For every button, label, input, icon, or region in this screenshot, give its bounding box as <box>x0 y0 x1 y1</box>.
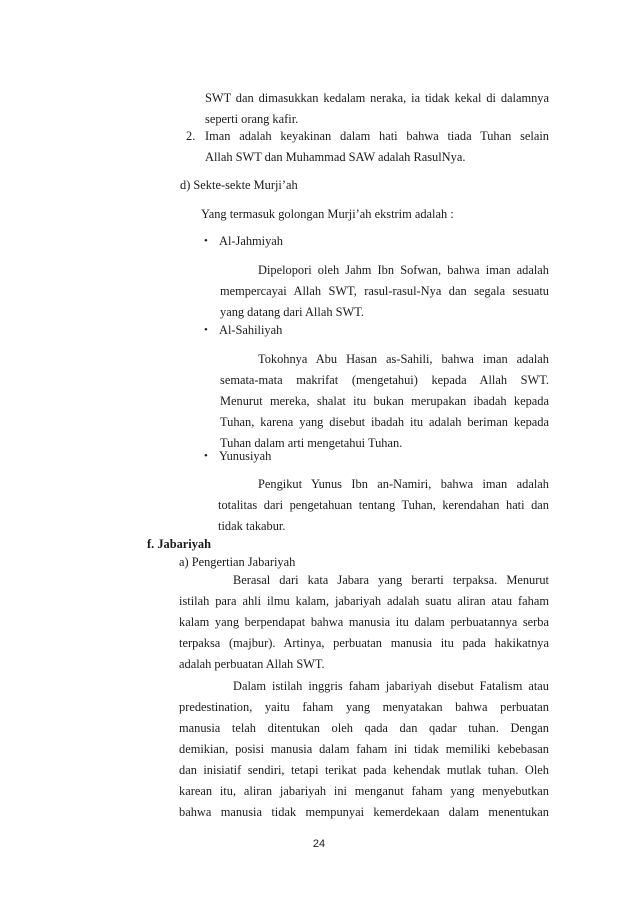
bullet-icon: • <box>204 324 208 336</box>
list-item-1-continuation <box>205 88 549 130</box>
text-line: semata-mata makrifat (mengetahui) kepada Allah SWT. <box>220 373 549 387</box>
sect-name-jahmiyah: Al-Jahmiyah <box>219 234 284 248</box>
text-line: Dalam istilah inggris faham jabariyah disebut Fatalism atau <box>233 679 549 693</box>
text-line: SWT dan dimasukkan kedalam neraka, ia tidak kekal di dalamnya <box>205 91 549 105</box>
text-line: bahwa manusia tidak mempunyai kemerdekaan dalam menentukan <box>179 805 549 819</box>
text-line: terpaksa (majbur). Artinya, perbuatan manusia itu pada hakikatnya <box>179 636 549 650</box>
text-line: dan inisiatif sendiri, tetapi terikat pada kehendak mutlak tuhan. Oleh <box>179 763 549 777</box>
text-line: Tuhan, karena yang disebut ibadah itu adalah beriman kepada <box>220 415 549 429</box>
section-heading-murjiah: d) Sekte-sekte Murji’ah <box>180 178 298 192</box>
text-line: Allah SWT dan Muhammad SAW adalah RasulNya. <box>205 150 466 164</box>
text-line: Menurut mereka, shalat itu bukan merupakan ibadah kepada <box>220 394 549 408</box>
text-line: kalam yang berpendapat bahwa manusia itu dalam perbuatannya serba <box>179 615 549 629</box>
sect-desc-yunusiyah <box>218 474 549 537</box>
list-number-2: 2. <box>186 129 196 143</box>
text-line: mempercayai Allah SWT, rasul-rasul-Nya dan segala sesuatu <box>220 284 549 298</box>
sect-desc-sahiliyah <box>220 349 549 454</box>
text-line: Berasal dari kata Jabara yang berarti terpaksa. Menurut <box>233 573 549 587</box>
text-line: tidak takabur. <box>218 519 286 533</box>
text-line: adalah perbuatan Allah SWT. <box>179 657 325 671</box>
list-item-2 <box>205 126 549 168</box>
page-number: 24 <box>312 838 326 850</box>
text-line: demikian, posisi manusia dalam faham ini tidak memiliki kebebasan <box>179 742 549 756</box>
sect-name-sahiliyah: Al-Sahiliyah <box>219 323 283 337</box>
text-line: karean itu, aliran jabariyah ini menganut faham yang menyebutkan <box>179 784 549 798</box>
sect-name-yunusiyah: Yunusiyah <box>219 449 272 463</box>
text-line: Tokohnya Abu Hasan as-Sahili, bahwa iman adalah <box>258 352 549 366</box>
text-line: yang datang dari Allah SWT. <box>220 305 364 319</box>
text-line: predestination, yaitu faham yang menyatakan bahwa perbuatan <box>179 700 549 714</box>
text-line: totalitas dari pengetahuan tentang Tuhan, kerendahan hati dan <box>218 498 549 512</box>
text-line: Iman adalah keyakinan dalam hati bahwa tiada Tuhan selain <box>205 129 549 143</box>
section-heading-jabariyah: f. Jabariyah <box>147 537 212 551</box>
text-line: Dipelopori oleh Jahm Ibn Sofwan, bahwa iman adalah <box>258 263 549 277</box>
text-line: manusia telah ditentukan oleh qada dan qadar tuhan. Dengan <box>179 721 549 735</box>
sect-desc-jahmiyah <box>220 260 549 323</box>
text-line: seperti orang kafir. <box>205 112 299 126</box>
text-line: Tuhan dalam arti mengetahui Tuhan. <box>220 436 403 450</box>
sub-heading-pengertian: a) Pengertian Jabariyah <box>179 555 296 569</box>
text-line: Pengikut Yunus Ibn an-Namiri, bahwa iman adalah <box>258 477 549 491</box>
jabariyah-paragraph-1 <box>179 570 549 675</box>
text-line: istilah para ahli ilmu kalam, jabariyah adalah suatu aliran atau faham <box>179 594 549 608</box>
jabariyah-paragraph-2 <box>179 676 549 823</box>
murjiah-intro: Yang termasuk golongan Murji’ah ekstrim adalah : <box>201 207 454 221</box>
bullet-icon: • <box>204 450 208 462</box>
bullet-icon: • <box>204 235 208 247</box>
